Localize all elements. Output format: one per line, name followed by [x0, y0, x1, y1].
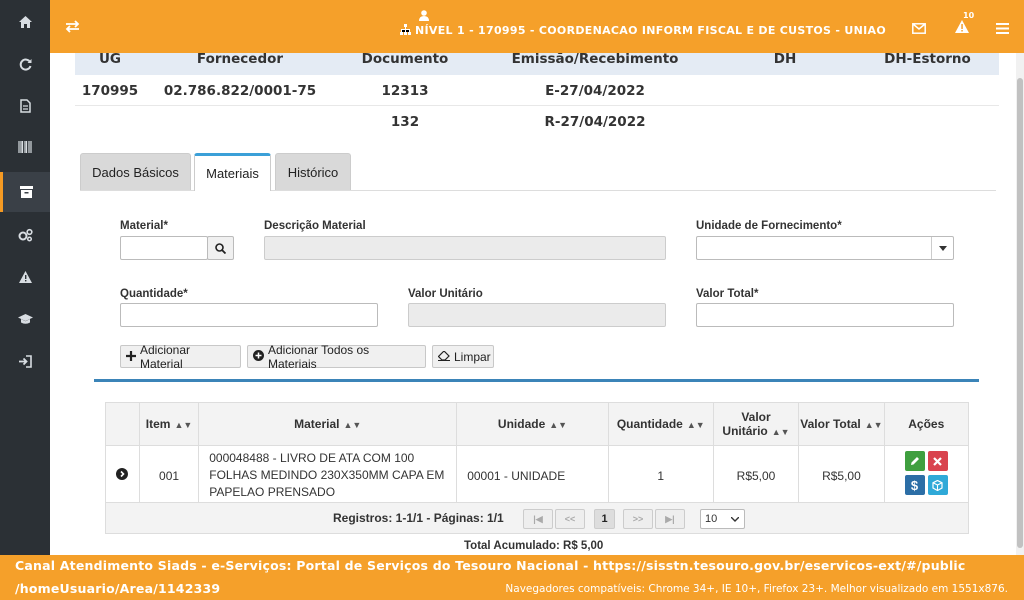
table-row: [106, 446, 969, 506]
doc-col-emissao: Emissão/Recebimento: [511, 53, 679, 67]
search-icon: [215, 239, 226, 258]
adicionar-todos-button[interactable]: [247, 342, 426, 371]
page-size-select[interactable]: [700, 509, 745, 529]
prev-page-button[interactable]: <<: [555, 509, 585, 529]
user-level-header[interactable]: [400, 10, 886, 37]
page-number-button[interactable]: 1: [594, 509, 615, 529]
chevron-down-icon: [731, 517, 739, 522]
first-page-button[interactable]: |◀: [523, 509, 553, 529]
level-text: NÍVEL 1 - 170995 - COORDENACAO INFORM FISCAL E DE CUSTOS - UNIAO: [415, 24, 886, 37]
chevron-circle-right-icon: [116, 468, 128, 480]
swap-icon[interactable]: [65, 18, 80, 37]
valor-unitario-input: [408, 303, 666, 327]
scrollbar[interactable]: [1016, 53, 1024, 555]
th-expand: [106, 403, 140, 446]
top-bar: [50, 0, 1024, 53]
refresh-icon[interactable]: [0, 44, 50, 84]
tab-dados-basicos[interactable]: Dados Básicos: [80, 153, 191, 190]
doc-cell-emissao: E-27/04/2022: [545, 83, 645, 99]
material-input[interactable]: [120, 236, 208, 260]
next-page-button[interactable]: >>: [623, 509, 653, 529]
footer-line-2[interactable]: /homeUsuario/Area/1142339: [15, 581, 221, 596]
limpar-button[interactable]: [432, 345, 494, 368]
sort-icon: ▲▼: [864, 420, 883, 430]
sort-icon: ▲▼: [174, 420, 193, 430]
th-valor-total[interactable]: Valor Total ▲▼: [799, 403, 884, 446]
th-item[interactable]: Item ▲▼: [139, 403, 198, 446]
sort-icon: ▲▼: [549, 420, 568, 430]
doc-cell-ug: 170995: [81, 83, 139, 99]
price-button[interactable]: [905, 475, 925, 495]
doc-col-fornecedor: Fornecedor: [196, 53, 284, 67]
delete-button[interactable]: [928, 451, 948, 471]
material-label: Material*: [120, 220, 168, 232]
sort-icon: ▲▼: [771, 427, 790, 437]
user-icon: [400, 10, 886, 24]
th-valor-unitario[interactable]: Valor Unitário ▲▼: [713, 403, 799, 446]
doc-cell-recebimento: R-27/04/2022: [544, 114, 646, 130]
doc-table: [75, 53, 999, 138]
alert-icon[interactable]: [955, 18, 969, 37]
quantidade-label: Quantidade*: [120, 288, 188, 300]
sort-icon: ▲▼: [686, 420, 705, 430]
envelope-icon[interactable]: [912, 19, 926, 38]
quantidade-input[interactable]: [120, 303, 378, 327]
dollar-icon: $: [910, 477, 919, 493]
sitemap-icon: [400, 24, 415, 37]
cell-quantidade: 1: [608, 446, 713, 506]
cell-acoes: [884, 446, 969, 506]
footer-line-1[interactable]: Canal Atendimento Siads - e-Serviços: Portal de Serviços do Tesouro Nacional - https://sisstn.tesouro.gov.br/eservicos-ext/#/public: [15, 558, 966, 573]
materials-table: [105, 402, 969, 506]
doc-cell-documento: 12313: [381, 83, 429, 99]
main-content: [50, 53, 1024, 555]
doc-col-documento: Documento: [361, 53, 449, 67]
pager: [105, 502, 969, 534]
doc-cell-fornecedor: 02.786.822/0001-75: [163, 83, 317, 99]
cell-unidade: 00001 - UNIDADE: [457, 446, 609, 506]
box-button[interactable]: [928, 475, 948, 495]
valor-total-input[interactable]: [696, 303, 954, 327]
tab-bar: [80, 153, 996, 191]
browser-compat-text: Navegadores compatíveis: Chrome 34+, IE 10+, Firefox 23+. Melhor visualizado em 1551x876.: [505, 583, 1008, 595]
material-search-button[interactable]: [207, 236, 234, 260]
document-icon[interactable]: [0, 86, 50, 126]
last-page-button[interactable]: ▶|: [655, 509, 685, 529]
edit-button[interactable]: [905, 451, 925, 471]
th-material[interactable]: Material ▲▼: [199, 403, 457, 446]
adicionar-material-label: Adicionar Material: [140, 342, 191, 371]
sign-in-icon[interactable]: [0, 341, 50, 381]
unidade-fornecimento-label: Unidade de Fornecimento*: [696, 220, 842, 232]
sort-icon: ▲▼: [343, 420, 362, 430]
th-acoes: Ações: [884, 403, 969, 446]
doc-cell-documento: 132: [390, 114, 420, 130]
th-unidade[interactable]: Unidade ▲▼: [457, 403, 609, 446]
archive-icon[interactable]: [0, 172, 50, 212]
cell-material: 000048488 - LIVRO DE ATA COM 100 FOLHAS MEDINDO 230X350MM CAPA EM PAPELAO PRENSADO: [199, 446, 457, 506]
cell-item: 001: [139, 446, 198, 506]
alert-count-badge: 10: [963, 11, 975, 20]
limpar-label: Limpar: [454, 349, 491, 364]
tab-historico[interactable]: Histórico: [275, 153, 351, 190]
doc-col-dh-estorno: DH-Estorno: [884, 53, 971, 67]
chevron-down-icon[interactable]: [931, 237, 953, 259]
descricao-input: [264, 236, 666, 260]
total-acumulado: Total Acumulado: R$ 5,00: [464, 540, 604, 552]
pencil-icon: [910, 456, 920, 466]
page-size-value: 10: [705, 513, 718, 525]
adicionar-todos-label: Adicionar Todos os Materiais: [268, 342, 370, 371]
descricao-label: Descrição Material: [264, 220, 366, 232]
unidade-fornecimento-select[interactable]: [696, 236, 954, 260]
plus-icon: [126, 350, 136, 364]
warning-icon[interactable]: [0, 257, 50, 297]
footer: [0, 555, 1024, 600]
graduation-cap-icon[interactable]: [0, 299, 50, 339]
adicionar-material-button[interactable]: [120, 342, 241, 371]
doc-col-ug: UG: [98, 53, 122, 67]
sidebar: [0, 0, 50, 555]
th-quantidade[interactable]: Quantidade ▲▼: [608, 403, 713, 446]
home-icon[interactable]: [0, 2, 50, 42]
cube-icon: [932, 480, 943, 491]
close-icon: [933, 457, 942, 466]
doc-col-dh: DH: [773, 53, 797, 67]
eraser-icon: [438, 350, 450, 364]
cell-valor-total: R$5,00: [799, 446, 884, 506]
valor-total-label: Valor Total*: [696, 288, 759, 300]
tab-materiais[interactable]: Materiais: [194, 153, 271, 191]
valor-unitario-label: Valor Unitário: [408, 288, 483, 300]
expand-row-button[interactable]: [106, 446, 140, 506]
barcode-icon[interactable]: [0, 127, 50, 167]
cell-valor-unitario: R$5,00: [713, 446, 799, 506]
registros-text: Registros: 1-1/1 - Páginas: 1/1: [333, 511, 504, 525]
gears-icon[interactable]: [0, 215, 50, 255]
menu-icon[interactable]: [996, 19, 1009, 38]
plus-circle-icon: [253, 350, 264, 364]
